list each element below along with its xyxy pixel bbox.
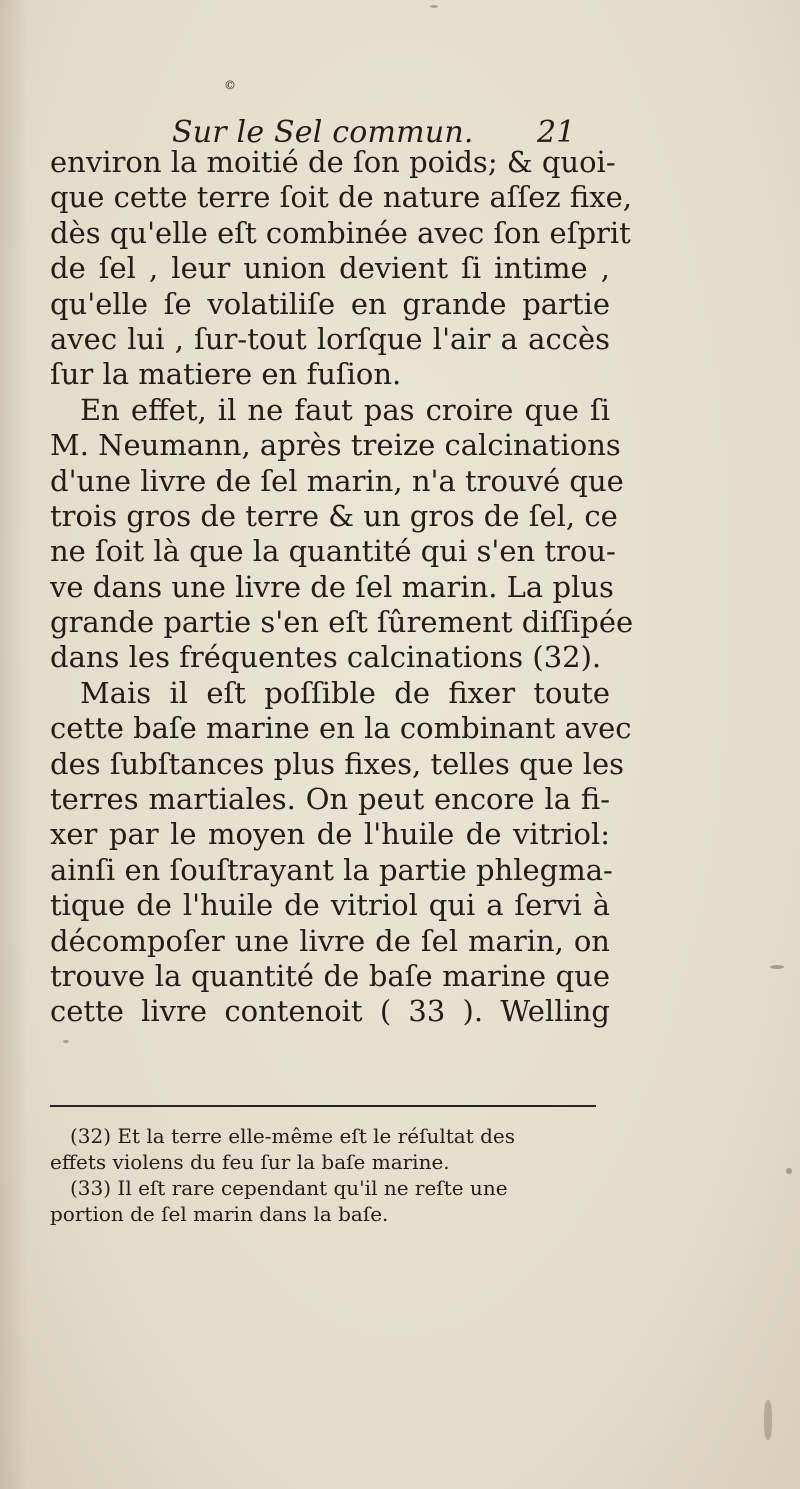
footnote-line: effets violens du feu ſur la baſe marine.: [50, 1150, 450, 1174]
paragraph-first-line: Mais il eſt poſſible de fixer toute: [80, 675, 610, 710]
text-line: terres martiales. On peut encore la fi-: [50, 782, 610, 817]
ornament-mark: ©: [224, 78, 236, 92]
text-line: ne ſoit là que la quantité qui s'en trou-: [50, 534, 616, 569]
text-line: tique de l'huile de vitriol qui a ſervi à: [50, 888, 610, 923]
text-line: ainſi en ſouſtrayant la partie phlegma-: [50, 852, 613, 887]
page-number: 21: [537, 115, 576, 150]
footnote-33: (33) Il eſt rare cependant qu'il ne reſte une: [70, 1176, 508, 1200]
text-line: cette livre contenoit ( 33 ). Welling: [50, 994, 610, 1029]
paper-speck: [770, 965, 784, 969]
text-line: dans les fréquentes calcinations (32).: [50, 640, 602, 675]
text-line: grande partie s'en eſt ſûrement diſſipée: [50, 605, 634, 640]
text-line: xer par le moyen de l'huile de vitriol:: [50, 817, 610, 852]
page-edge-shadow: [0, 0, 28, 1489]
text-line: décompoſer une livre de ſel marin, on: [50, 923, 610, 958]
main-text: [50, 145, 634, 1030]
text-line: d'une livre de ſel marin, n'a trouvé que: [50, 463, 624, 498]
paper-speck: [764, 1400, 772, 1440]
text-line: trois gros de terre & un gros de ſel, ce: [50, 498, 618, 533]
text-line: cette baſe marine en la combinant avec: [50, 711, 632, 746]
footnote-line: portion de ſel marin dans la baſe.: [50, 1202, 389, 1226]
text-line: ſur la matiere en fuſion.: [50, 357, 402, 392]
text-line: des ſubſtances plus fixes, telles que les: [50, 746, 625, 781]
footnote-rule: [50, 1105, 596, 1107]
paragraph-first-line: En effet, il ne faut pas croire que ſi: [80, 392, 610, 427]
text-line: M. Neumann, après treize calcinations: [50, 428, 621, 463]
text-line: qu'elle ſe volatiliſe en grande partie: [50, 286, 610, 321]
text-line: environ la moitié de ſon poids; & quoi-: [50, 145, 616, 179]
text-line: avec lui , ſur-tout lorſque l'air a accès: [50, 321, 610, 356]
text-line: de ſel , leur union devient ſi intime ,: [50, 251, 610, 286]
text-line: que cette terre ſoit de nature aſſez fixe,: [50, 180, 632, 215]
paper-speck: [786, 1168, 792, 1174]
text-line: trouve la quantité de baſe marine que: [50, 958, 610, 993]
text-line: dès qu'elle eſt combinée avec ſon eſprit: [50, 215, 631, 250]
paper-speck: [63, 1040, 69, 1043]
paper-speck: [430, 5, 438, 8]
footnote-32: (32) Et la terre elle-même eſt le réſultat des: [70, 1124, 516, 1148]
text-line: ve dans une livre de ſel marin. La plus: [50, 569, 614, 604]
footnotes: [50, 1123, 610, 1227]
running-head: Sur le Sel commun.: [172, 115, 474, 150]
